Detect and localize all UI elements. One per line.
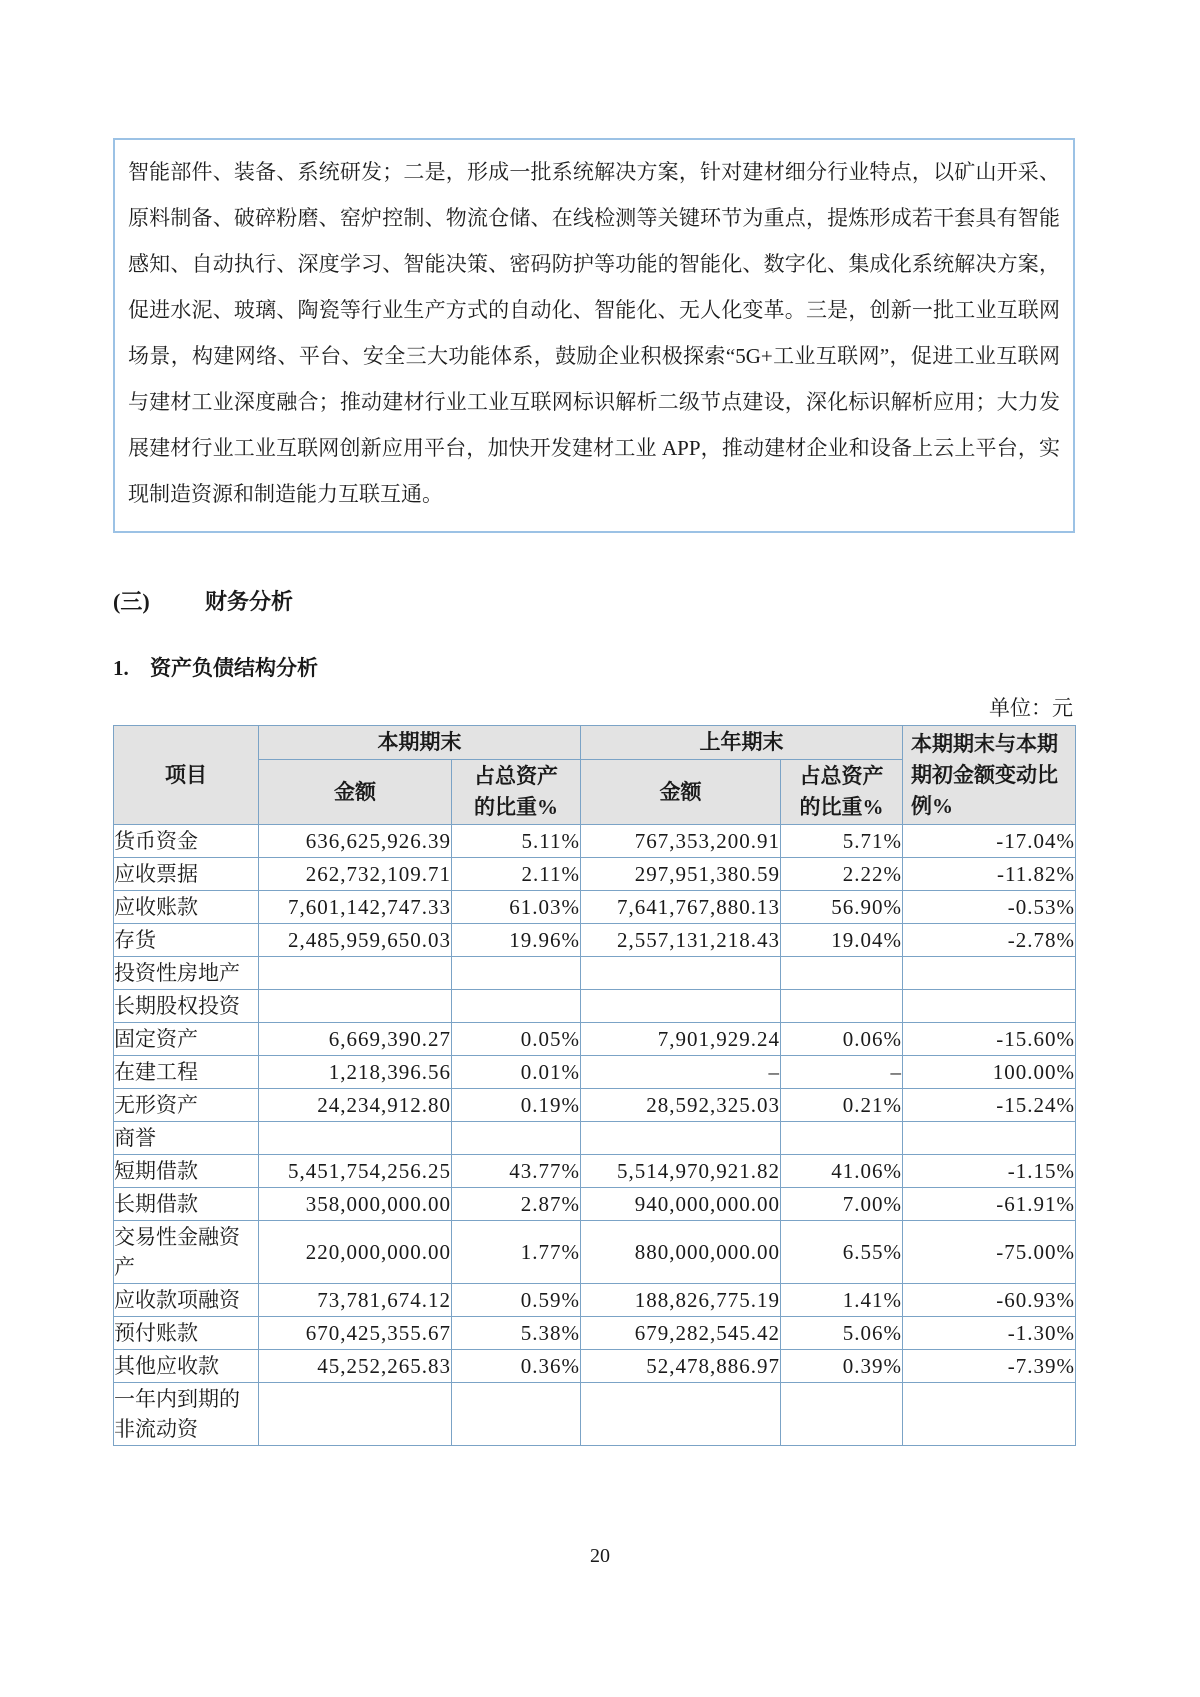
cell-item: 交易性金融资产 xyxy=(114,1221,259,1284)
cell-change: -61.91% xyxy=(903,1188,1076,1221)
subsection-title: 资产负债结构分析 xyxy=(150,656,318,680)
cell-item: 短期借款 xyxy=(114,1155,259,1188)
section-index: (三) xyxy=(113,589,150,614)
table-row xyxy=(114,1122,1076,1155)
unit-label: 单位：元 xyxy=(989,696,1073,720)
cell-amount-prior: 940,000,000.00 xyxy=(581,1188,781,1221)
page-number: 20 xyxy=(590,1545,610,1567)
cell-pct-prior xyxy=(781,957,903,990)
cell-amount-prior: 297,951,380.59 xyxy=(581,858,781,891)
cell-change: -2.78% xyxy=(903,924,1076,957)
table-row xyxy=(114,924,1076,957)
cell-change: -1.30% xyxy=(903,1317,1076,1350)
cell-amount-prior xyxy=(581,957,781,990)
cell-change: -7.39% xyxy=(903,1350,1076,1383)
table-header xyxy=(114,726,1076,825)
cell-pct-prior: 19.04% xyxy=(781,924,903,957)
cell-item: 预付账款 xyxy=(114,1317,259,1350)
cell-item: 无形资产 xyxy=(114,1089,259,1122)
table-row xyxy=(114,1383,1076,1446)
cell-item: 固定资产 xyxy=(114,1023,259,1056)
cell-item: 长期借款 xyxy=(114,1188,259,1221)
cell-pct-current: 0.19% xyxy=(452,1089,581,1122)
cell-amount-prior xyxy=(581,1383,781,1446)
cell-pct-prior: 1.41% xyxy=(781,1284,903,1317)
cell-item: 存货 xyxy=(114,924,259,957)
cell-pct-current: 5.38% xyxy=(452,1317,581,1350)
cell-amount-current: 1,218,396.56 xyxy=(259,1056,452,1089)
col-header-pct-prior: 占总资产的比重% xyxy=(781,760,903,825)
cell-pct-prior: 2.22% xyxy=(781,858,903,891)
cell-amount-current xyxy=(259,1122,452,1155)
cell-amount-prior: 767,353,200.91 xyxy=(581,825,781,858)
table-row xyxy=(114,1089,1076,1122)
cell-change: -75.00% xyxy=(903,1221,1076,1284)
cell-change xyxy=(903,1122,1076,1155)
policy-text-box xyxy=(113,138,1075,533)
cell-change: -60.93% xyxy=(903,1284,1076,1317)
cell-item: 一年内到期的非流动资 xyxy=(114,1383,259,1446)
cell-amount-current xyxy=(259,990,452,1023)
cell-pct-current: 1.77% xyxy=(452,1221,581,1284)
table-row xyxy=(114,891,1076,924)
cell-amount-current: 636,625,926.39 xyxy=(259,825,452,858)
cell-item: 货币资金 xyxy=(114,825,259,858)
table-row xyxy=(114,858,1076,891)
cell-pct-prior: 56.90% xyxy=(781,891,903,924)
table-row xyxy=(114,825,1076,858)
cell-pct-current: 0.01% xyxy=(452,1056,581,1089)
col-header-pct-current: 占总资产的比重% xyxy=(452,760,581,825)
col-header-prior-period: 上年期末 xyxy=(581,726,903,760)
col-header-amount-current: 金额 xyxy=(259,760,452,825)
cell-change: -15.24% xyxy=(903,1089,1076,1122)
cell-change: -0.53% xyxy=(903,891,1076,924)
cell-amount-prior: 7,901,929.24 xyxy=(581,1023,781,1056)
cell-amount-prior: 7,641,767,880.13 xyxy=(581,891,781,924)
cell-pct-current: 0.59% xyxy=(452,1284,581,1317)
subsection-heading xyxy=(113,653,1075,683)
col-header-current-period: 本期期末 xyxy=(259,726,581,760)
cell-amount-current: 45,252,265.83 xyxy=(259,1350,452,1383)
table-row xyxy=(114,1317,1076,1350)
section-heading xyxy=(113,587,1075,617)
policy-paragraph: 智能部件、装备、系统研发；二是，形成一批系统解决方案，针对建材细分行业特点，以矿山开采、原料制备、破碎粉磨、窑炉控制、物流仓储、在线检测等关键环节为重点，提炼形成若干套具有智能感知、自动执行、深度学习、智能决策、密码防护等功能的智能化、数字化、集成化系统解决方案，促进水泥、玻璃、陶瓷等行业生产方式的自动化、智能化、无人化变革。三是，创新一批工业互联网场景，构建网络、平台、安全三大功能体系，鼓励企业积极探索“5G+工业互联网”，促进工业互联网与建材工业深度融合；推动建材行业工业互联网标识解析二级节点建设，深化标识解析应用；大力发展建材行业工业互联网创新应用平台，加快开发建材工业 APP，推动建材企业和设备上云上平台，实现制造资源和制造能力互联互通。 xyxy=(128,160,1060,506)
cell-pct-current xyxy=(452,1122,581,1155)
cell-pct-current: 0.05% xyxy=(452,1023,581,1056)
cell-change: -11.82% xyxy=(903,858,1076,891)
cell-pct-prior xyxy=(781,990,903,1023)
cell-pct-prior: – xyxy=(781,1056,903,1089)
table-row xyxy=(114,1056,1076,1089)
cell-pct-prior: 5.06% xyxy=(781,1317,903,1350)
cell-item: 应收账款 xyxy=(114,891,259,924)
cell-item: 其他应收款 xyxy=(114,1350,259,1383)
cell-pct-prior: 5.71% xyxy=(781,825,903,858)
cell-change: -1.15% xyxy=(903,1155,1076,1188)
cell-item: 商誉 xyxy=(114,1122,259,1155)
cell-pct-current: 5.11% xyxy=(452,825,581,858)
table-row xyxy=(114,1023,1076,1056)
cell-pct-current: 2.87% xyxy=(452,1188,581,1221)
cell-pct-prior xyxy=(781,1383,903,1446)
cell-pct-current xyxy=(452,957,581,990)
cell-item: 投资性房地产 xyxy=(114,957,259,990)
cell-amount-current xyxy=(259,1383,452,1446)
cell-item: 应收款项融资 xyxy=(114,1284,259,1317)
cell-change xyxy=(903,990,1076,1023)
cell-item: 应收票据 xyxy=(114,858,259,891)
cell-amount-current: 7,601,142,747.33 xyxy=(259,891,452,924)
cell-amount-current: 262,732,109.71 xyxy=(259,858,452,891)
cell-pct-prior xyxy=(781,1122,903,1155)
cell-pct-prior: 0.39% xyxy=(781,1350,903,1383)
cell-amount-prior: 2,557,131,218.43 xyxy=(581,924,781,957)
cell-pct-prior: 41.06% xyxy=(781,1155,903,1188)
cell-pct-current: 19.96% xyxy=(452,924,581,957)
cell-amount-current: 670,425,355.67 xyxy=(259,1317,452,1350)
col-header-item: 项目 xyxy=(114,726,259,825)
cell-amount-prior: 52,478,886.97 xyxy=(581,1350,781,1383)
cell-pct-current: 2.11% xyxy=(452,858,581,891)
cell-amount-current: 5,451,754,256.25 xyxy=(259,1155,452,1188)
table-row xyxy=(114,1188,1076,1221)
subsection-index: 1. xyxy=(113,656,129,680)
table-body xyxy=(114,825,1076,1446)
cell-amount-current: 358,000,000.00 xyxy=(259,1188,452,1221)
col-header-amount-prior: 金额 xyxy=(581,760,781,825)
cell-amount-current xyxy=(259,957,452,990)
balance-sheet-table xyxy=(113,725,1076,1446)
col-header-change: 本期期末与本期期初金额变动比例% xyxy=(903,726,1076,825)
cell-pct-prior: 0.06% xyxy=(781,1023,903,1056)
cell-change: 100.00% xyxy=(903,1056,1076,1089)
cell-amount-prior: 5,514,970,921.82 xyxy=(581,1155,781,1188)
table-row xyxy=(114,1350,1076,1383)
cell-pct-current xyxy=(452,1383,581,1446)
cell-item: 长期股权投资 xyxy=(114,990,259,1023)
cell-change: -17.04% xyxy=(903,825,1076,858)
section-title: 财务分析 xyxy=(205,589,294,614)
cell-amount-current: 24,234,912.80 xyxy=(259,1089,452,1122)
table-row xyxy=(114,1155,1076,1188)
cell-amount-prior: 880,000,000.00 xyxy=(581,1221,781,1284)
cell-amount-current: 73,781,674.12 xyxy=(259,1284,452,1317)
cell-item: 在建工程 xyxy=(114,1056,259,1089)
cell-pct-current: 61.03% xyxy=(452,891,581,924)
cell-amount-current: 2,485,959,650.03 xyxy=(259,924,452,957)
cell-amount-prior xyxy=(581,990,781,1023)
table-row xyxy=(114,957,1076,990)
cell-change xyxy=(903,1383,1076,1446)
cell-pct-current: 43.77% xyxy=(452,1155,581,1188)
cell-amount-prior: – xyxy=(581,1056,781,1089)
table-row xyxy=(114,1284,1076,1317)
cell-pct-prior: 7.00% xyxy=(781,1188,903,1221)
cell-pct-prior: 0.21% xyxy=(781,1089,903,1122)
table-row xyxy=(114,990,1076,1023)
cell-pct-current xyxy=(452,990,581,1023)
cell-pct-prior: 6.55% xyxy=(781,1221,903,1284)
cell-amount-prior: 28,592,325.03 xyxy=(581,1089,781,1122)
cell-pct-current: 0.36% xyxy=(452,1350,581,1383)
cell-amount-prior xyxy=(581,1122,781,1155)
cell-change: -15.60% xyxy=(903,1023,1076,1056)
table-header-row-groups xyxy=(114,726,1076,760)
cell-change xyxy=(903,957,1076,990)
cell-amount-current: 6,669,390.27 xyxy=(259,1023,452,1056)
cell-amount-current: 220,000,000.00 xyxy=(259,1221,452,1284)
page-content xyxy=(113,0,1075,1446)
table-row xyxy=(114,1221,1076,1284)
cell-amount-prior: 188,826,775.19 xyxy=(581,1284,781,1317)
cell-amount-prior: 679,282,545.42 xyxy=(581,1317,781,1350)
